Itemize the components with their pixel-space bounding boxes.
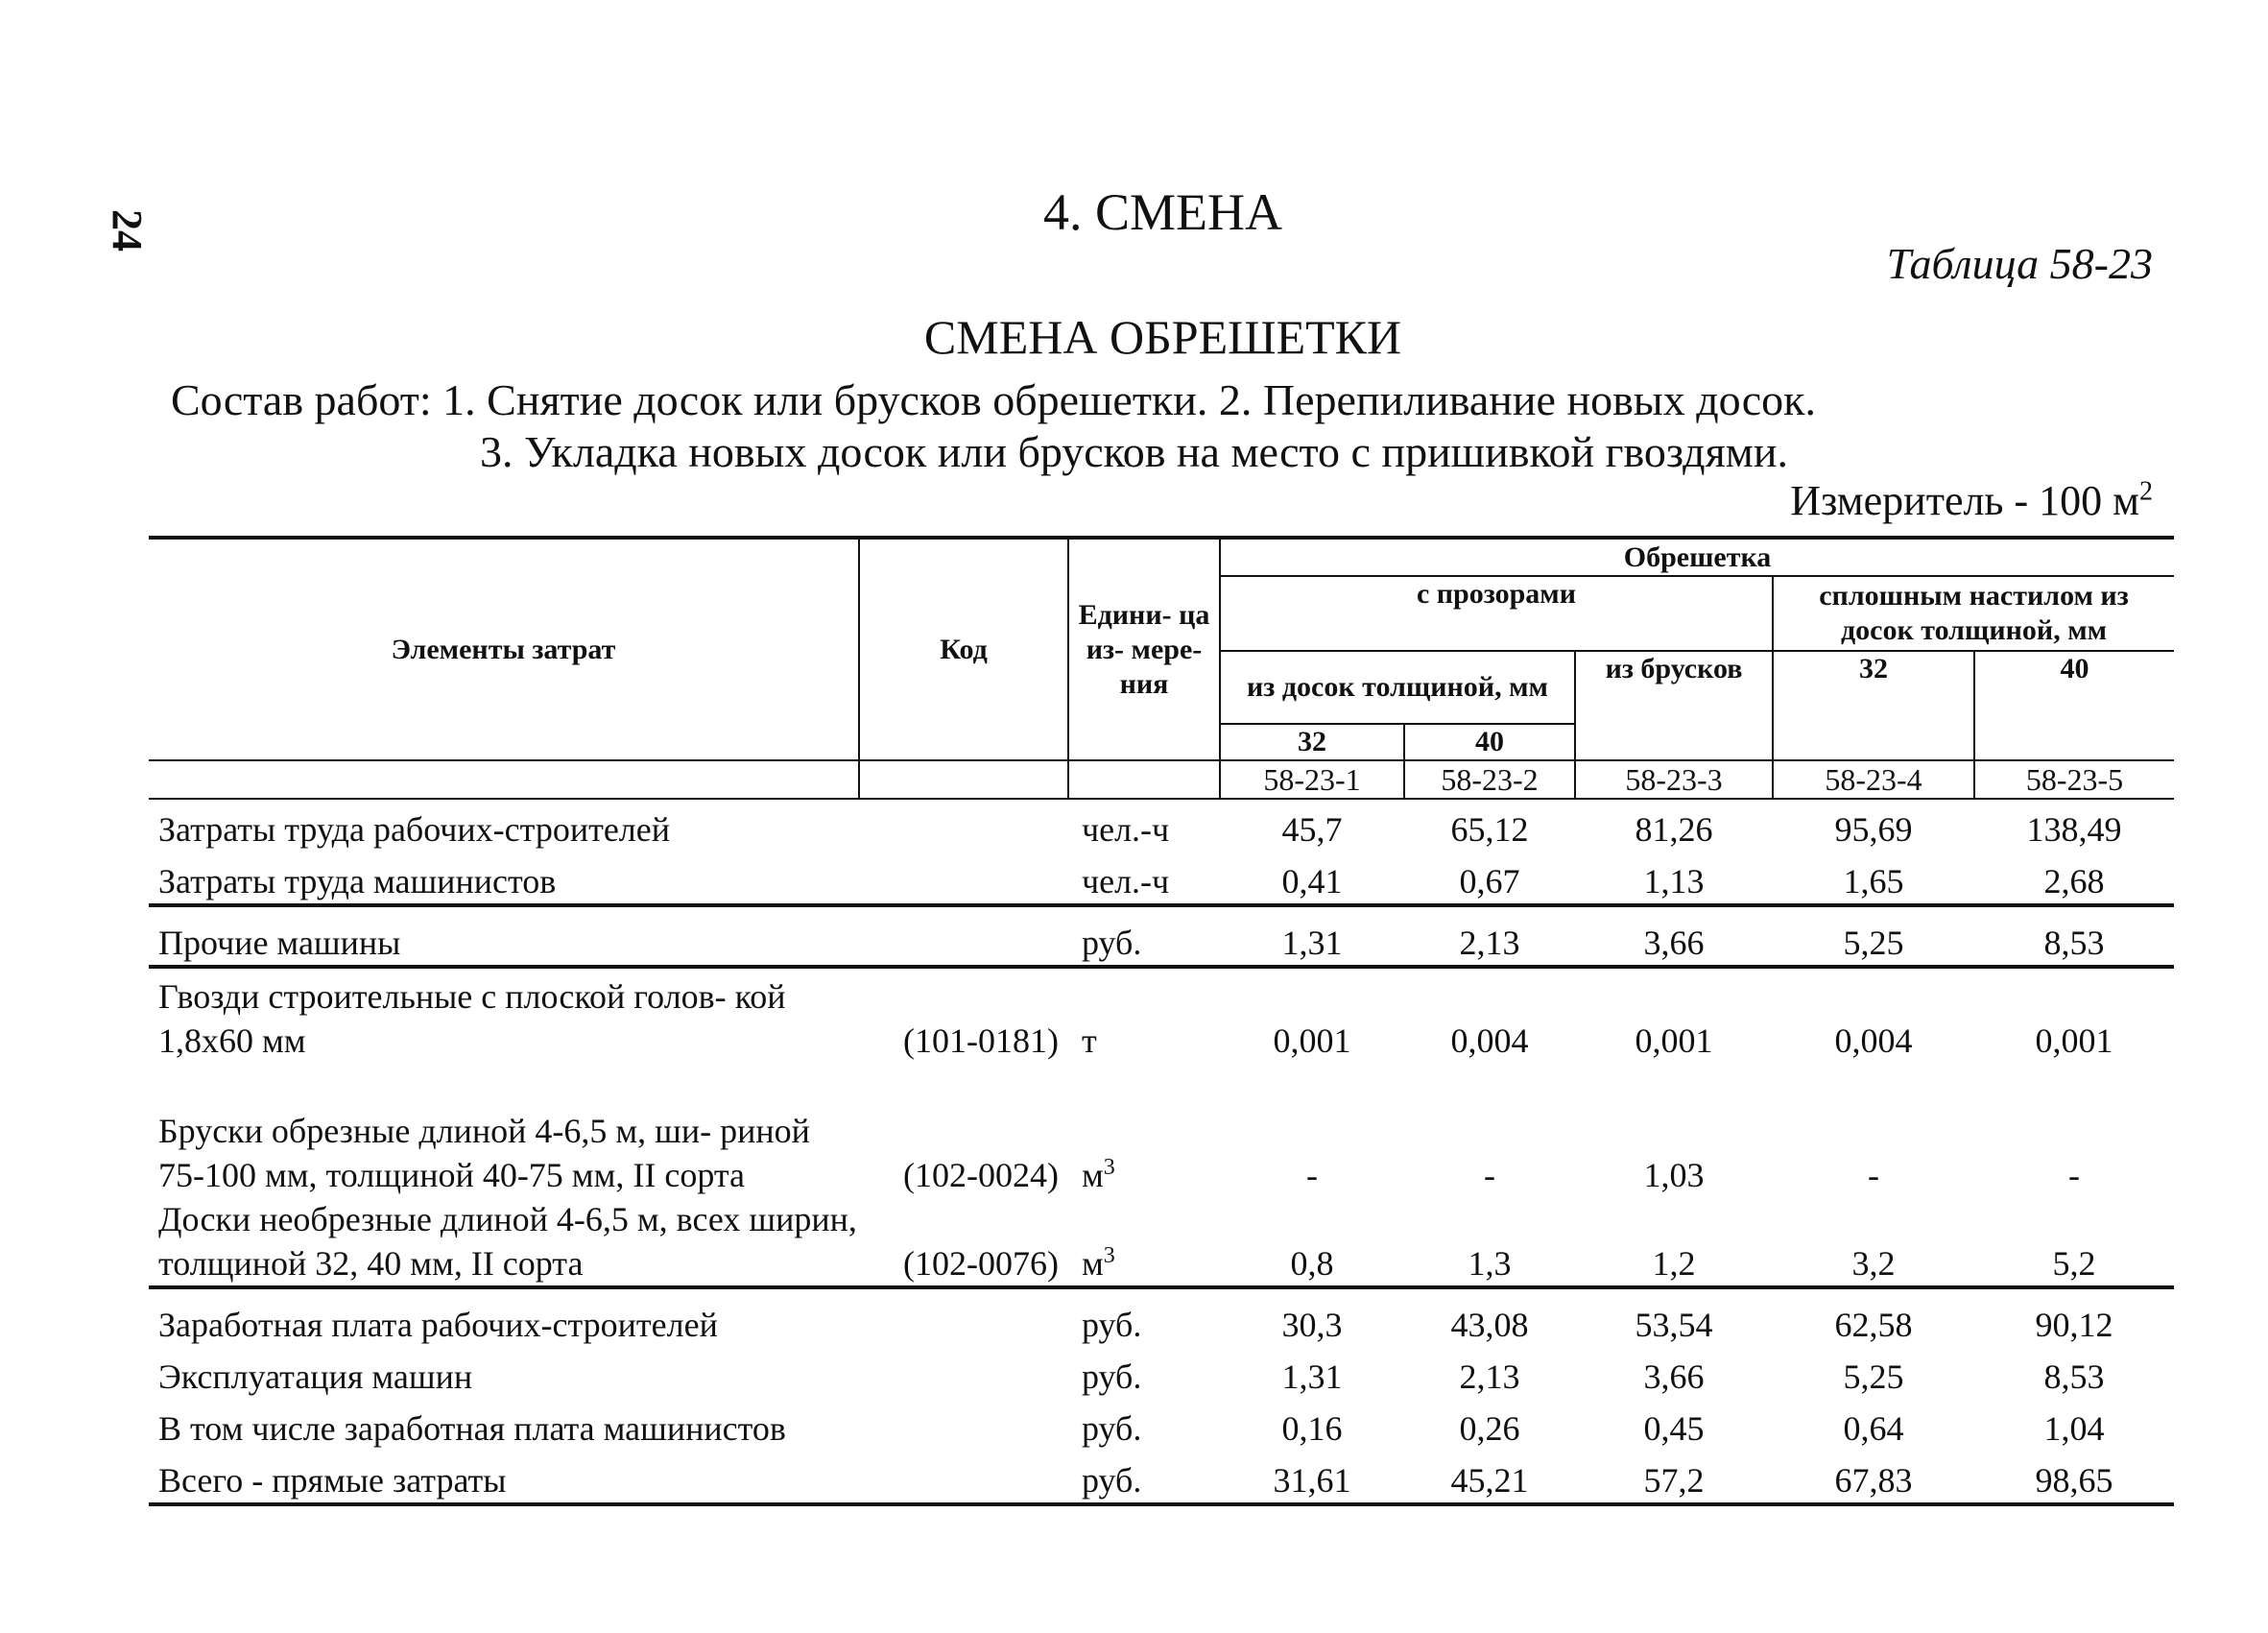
table-row (149, 905, 2174, 967)
table-row (149, 1197, 2174, 1287)
unit-text: т (1082, 1021, 1097, 1060)
measure-label: Измеритель - 100 м (1790, 477, 2139, 524)
cost-table (149, 536, 2174, 1506)
value-cell: 45,7 (1281, 810, 1343, 849)
value-cell: 0,001 (1635, 1021, 1713, 1060)
unit-text: руб. (1082, 1409, 1142, 1448)
header-gaps: с прозорами (1220, 576, 1773, 651)
table-row (149, 852, 2174, 905)
unit-text: чел.-ч (1082, 862, 1170, 901)
header-code-1: 58-23-1 (1220, 760, 1404, 799)
header-group: Обрешетка (1220, 538, 2174, 576)
value-cell: 43,08 (1450, 1306, 1529, 1344)
header-boards-40: 40 (1404, 724, 1575, 760)
value-cell: 81,26 (1635, 810, 1713, 849)
value-cell: 2,13 (1459, 1357, 1520, 1396)
table-row (149, 967, 2174, 1063)
resource-code (859, 1399, 1068, 1451)
value-cell: 5,25 (1773, 905, 1974, 967)
unit-text: м (1082, 1156, 1104, 1194)
value-cell: 1,31 (1220, 905, 1404, 967)
value-cell: 0,41 (1220, 852, 1404, 905)
unit-cell (1068, 1399, 1220, 1451)
value-cell: 98,65 (1974, 1451, 2174, 1504)
resource-code (859, 852, 1068, 905)
value-cell: 1,04 (2043, 1409, 2105, 1448)
unit-text: м (1082, 1244, 1104, 1283)
resource-code: (102-0076) (859, 1197, 1068, 1287)
section-title: 4. СМЕНА (1042, 183, 1282, 241)
table-row (149, 1063, 2174, 1197)
unit-superscript: 3 (1103, 1155, 1115, 1180)
cost-element-name: Гвозди строительные с плоской голов- кой 1,8х60 мм (158, 977, 786, 1060)
value-cell: 5,25 (1843, 1357, 1904, 1396)
unit-cell (1068, 1347, 1220, 1399)
cost-element-name: Прочие машины (149, 905, 859, 967)
cost-element-name: Затраты труда машинистов (149, 852, 859, 905)
cost-element-name: Затраты труда рабочих-строителей (158, 810, 671, 849)
table-body (149, 799, 2174, 1504)
value-cell: 138,49 (2026, 810, 2122, 849)
value-cell: 1,65 (1773, 852, 1974, 905)
value-cell: 62,58 (1834, 1306, 1913, 1344)
value-cell: 30,3 (1281, 1306, 1343, 1344)
table-row (149, 1451, 2174, 1504)
header-code-4: 58-23-4 (1773, 760, 1974, 799)
value-cell: 8,53 (1974, 905, 2174, 967)
resource-code: (102-0024) (903, 1156, 1059, 1194)
header-boards-32: 32 (1220, 724, 1404, 760)
measure-unit (1790, 476, 2153, 525)
value-cell: 0,8 (1220, 1197, 1404, 1287)
resource-code (859, 1451, 1068, 1504)
cost-element-name: Всего - прямые затраты (149, 1451, 859, 1504)
value-cell: 57,2 (1575, 1451, 1773, 1504)
unit-text: руб. (1082, 1461, 1142, 1500)
works-line-1: Состав работ: 1. Снятие досок или брусков обрешетки. 2. Перепиливание новых досок. (171, 375, 1817, 424)
value-cell: 0,26 (1459, 1409, 1520, 1448)
page-number: 24 (104, 209, 151, 252)
value-cell: 3,66 (1575, 905, 1773, 967)
header-solid-40: 40 (1974, 651, 2174, 760)
value-cell: 45,21 (1404, 1451, 1575, 1504)
header-code-3: 58-23-3 (1575, 760, 1773, 799)
works-composition (171, 374, 1816, 478)
cost-element-name: Заработная плата рабочих-строителей (158, 1306, 718, 1344)
resource-code (859, 1347, 1068, 1399)
value-cell: 0,64 (1843, 1409, 1904, 1448)
unit-cell (1068, 905, 1220, 967)
value-cell: 0,004 (1450, 1021, 1529, 1060)
header-solid: сплошным настилом из досок толщиной, мм (1773, 576, 2174, 651)
value-cell: 0,16 (1281, 1409, 1343, 1448)
value-cell: 1,2 (1575, 1197, 1773, 1287)
table-row (149, 1399, 2174, 1451)
header-unit: Едини- ца из- мере- ния (1068, 538, 1220, 760)
value-cell: 95,69 (1834, 810, 1913, 849)
header-code-2: 58-23-2 (1404, 760, 1575, 799)
unit-cell (1068, 1287, 1220, 1347)
value-cell: 0,67 (1404, 852, 1575, 905)
unit-superscript: 3 (1103, 1243, 1115, 1268)
header-bars: из брусков (1575, 651, 1773, 760)
value-cell: 1,03 (1643, 1156, 1705, 1194)
cost-element-name: Бруски обрезные длиной 4-6,5 м, ши- риной 75-100 мм, толщиной 40-75 мм, II сорта (158, 1112, 810, 1194)
table-label: Таблица 58-23 (1886, 239, 2153, 288)
header-code: Код (859, 538, 1068, 760)
header-boards: из досок толщиной, мм (1220, 651, 1575, 724)
table-row (149, 1287, 2174, 1347)
table-title: СМЕНА ОБРЕШЕТКИ (923, 310, 1402, 364)
value-cell: - (1484, 1156, 1495, 1194)
cost-element-name: Эксплуатация машин (158, 1357, 473, 1396)
works-line-2: 3. Укладка новых досок или брусков на место с пришивкой гвоздями. (480, 427, 1788, 476)
value-cell: 2,13 (1404, 905, 1575, 967)
header-solid-32: 32 (1773, 651, 1974, 760)
value-cell: 1,13 (1575, 852, 1773, 905)
unit-cell (1068, 1063, 1220, 1197)
unit-text: руб. (1082, 1357, 1142, 1396)
value-cell: 3,66 (1643, 1357, 1705, 1396)
header-elements: Элементы затрат (149, 538, 859, 760)
value-cell: 1,3 (1404, 1197, 1575, 1287)
measure-superscript: 2 (2139, 476, 2153, 507)
value-cell: 90,12 (2035, 1306, 2113, 1344)
resource-code: (101-0181) (903, 1021, 1059, 1060)
table-row (149, 799, 2174, 852)
header-code-5: 58-23-5 (1974, 760, 2174, 799)
value-cell: 53,54 (1635, 1306, 1713, 1344)
value-cell: 67,83 (1773, 1451, 1974, 1504)
unit-cell (1068, 1197, 1220, 1287)
value-cell: 5,2 (1974, 1197, 2174, 1287)
value-cell: 2,68 (1974, 852, 2174, 905)
value-cell: 3,2 (1773, 1197, 1974, 1287)
resource-code (859, 905, 1068, 967)
value-cell: 65,12 (1450, 810, 1529, 849)
unit-text: чел.-ч (1082, 810, 1170, 849)
table-header (149, 538, 2174, 799)
resource-code (859, 1287, 1068, 1347)
value-cell: - (1306, 1156, 1318, 1194)
resource-code (859, 799, 1068, 852)
value-cell: 31,61 (1220, 1451, 1404, 1504)
value-cell: - (1868, 1156, 1879, 1194)
value-cell: 0,001 (2035, 1021, 2113, 1060)
unit-text: руб. (1082, 1306, 1142, 1344)
cost-element-name: Доски необрезные длиной 4-6,5 м, всех ширин, толщиной 32, 40 мм, II сорта (149, 1197, 859, 1287)
value-cell: 8,53 (2043, 1357, 2105, 1396)
cost-element-name: В том числе заработная плата машинистов (158, 1409, 786, 1448)
unit-text: руб. (1082, 924, 1142, 962)
value-cell: 1,31 (1281, 1357, 1343, 1396)
value-cell: 0,004 (1834, 1021, 1913, 1060)
unit-cell (1068, 967, 1220, 1063)
value-cell: 0,001 (1273, 1021, 1351, 1060)
table-row (149, 1347, 2174, 1399)
unit-cell (1068, 1451, 1220, 1504)
value-cell: 0,45 (1643, 1409, 1705, 1448)
unit-cell (1068, 852, 1220, 905)
value-cell: - (2068, 1156, 2080, 1194)
unit-cell (1068, 799, 1220, 852)
